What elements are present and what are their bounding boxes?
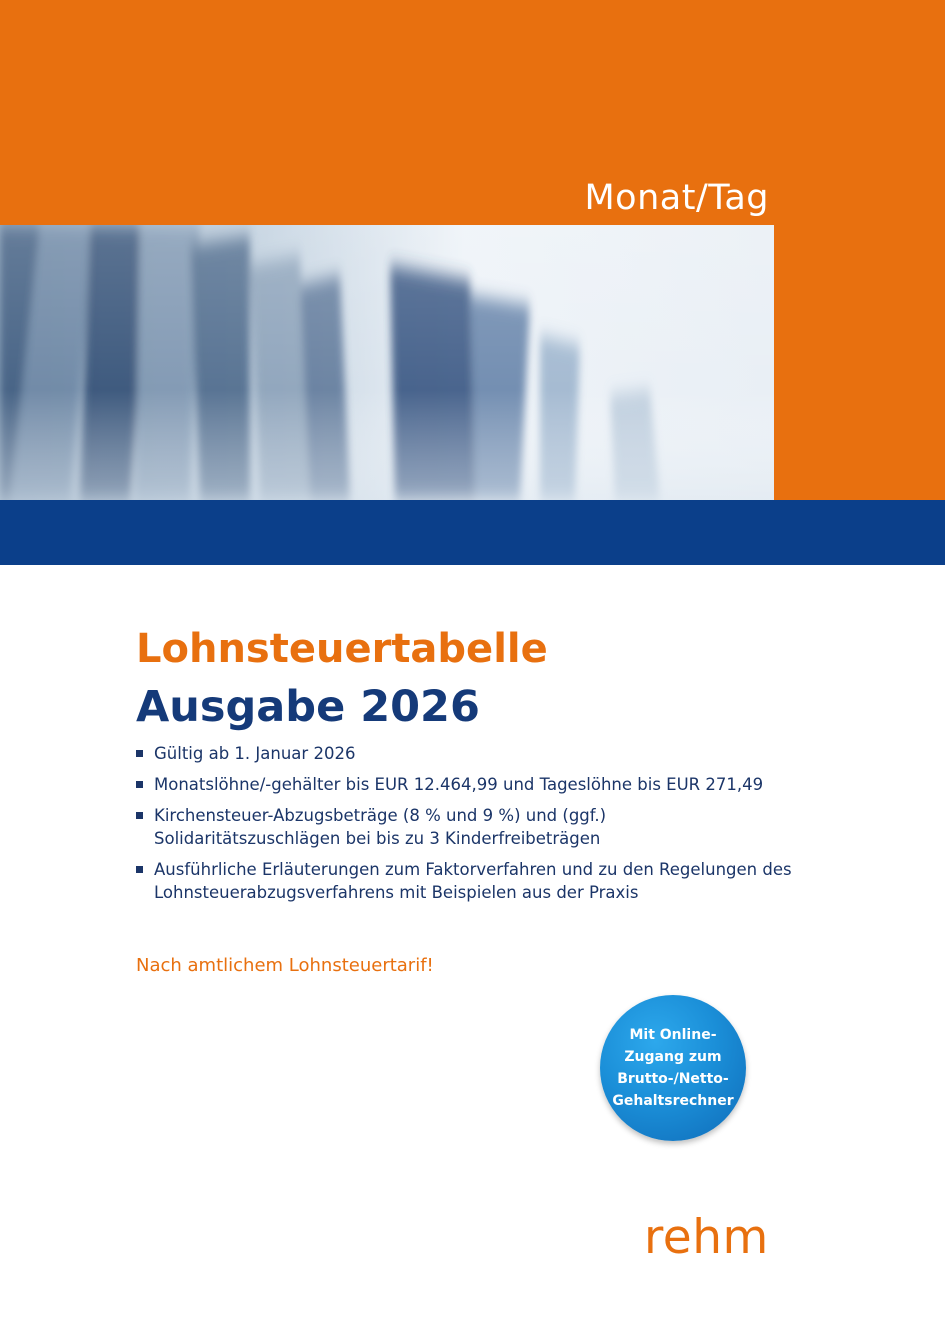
feature-text: Ausführliche Erläuterungen zum Faktorverfahren und zu den Regelungen des Lohnsteuerabzugsverfahrens mit Beispielen aus der Praxis bbox=[154, 860, 792, 902]
edition-label: Ausgabe 2026 bbox=[136, 682, 480, 732]
square-bullet-icon bbox=[136, 781, 143, 788]
series-label: Monat/Tag bbox=[584, 178, 769, 218]
blurred-buildings-image bbox=[0, 225, 774, 500]
feature-item bbox=[136, 858, 796, 904]
feature-list bbox=[136, 742, 796, 912]
feature-text: Monatslöhne/-gehälter bis EUR 12.464,99 und Tageslöhne bis EUR 271,49 bbox=[154, 775, 764, 794]
cover-photo bbox=[0, 225, 774, 500]
blue-band bbox=[0, 500, 945, 565]
feature-text: Kirchensteuer-Abzugsbeträge (8 % und 9 %) und (ggf.) Solidaritätszuschlägen bei bis zu 3 Kinderfreibeträgen bbox=[154, 806, 607, 848]
online-access-badge bbox=[600, 995, 746, 1141]
feature-item bbox=[136, 773, 796, 796]
square-bullet-icon bbox=[136, 866, 143, 873]
book-title: Lohnsteuertabelle bbox=[136, 626, 548, 672]
feature-item bbox=[136, 804, 796, 850]
square-bullet-icon bbox=[136, 812, 143, 819]
tagline: Nach amtlichem Lohnsteuertarif! bbox=[136, 955, 434, 976]
badge-text: Mit Online- Zugang zum Brutto-/Netto- Gehaltsrechner bbox=[612, 1027, 734, 1109]
feature-text: Gültig ab 1. Januar 2026 bbox=[154, 744, 356, 763]
publisher-logo: rehm bbox=[644, 1210, 769, 1265]
square-bullet-icon bbox=[136, 750, 143, 757]
feature-item bbox=[136, 742, 796, 765]
